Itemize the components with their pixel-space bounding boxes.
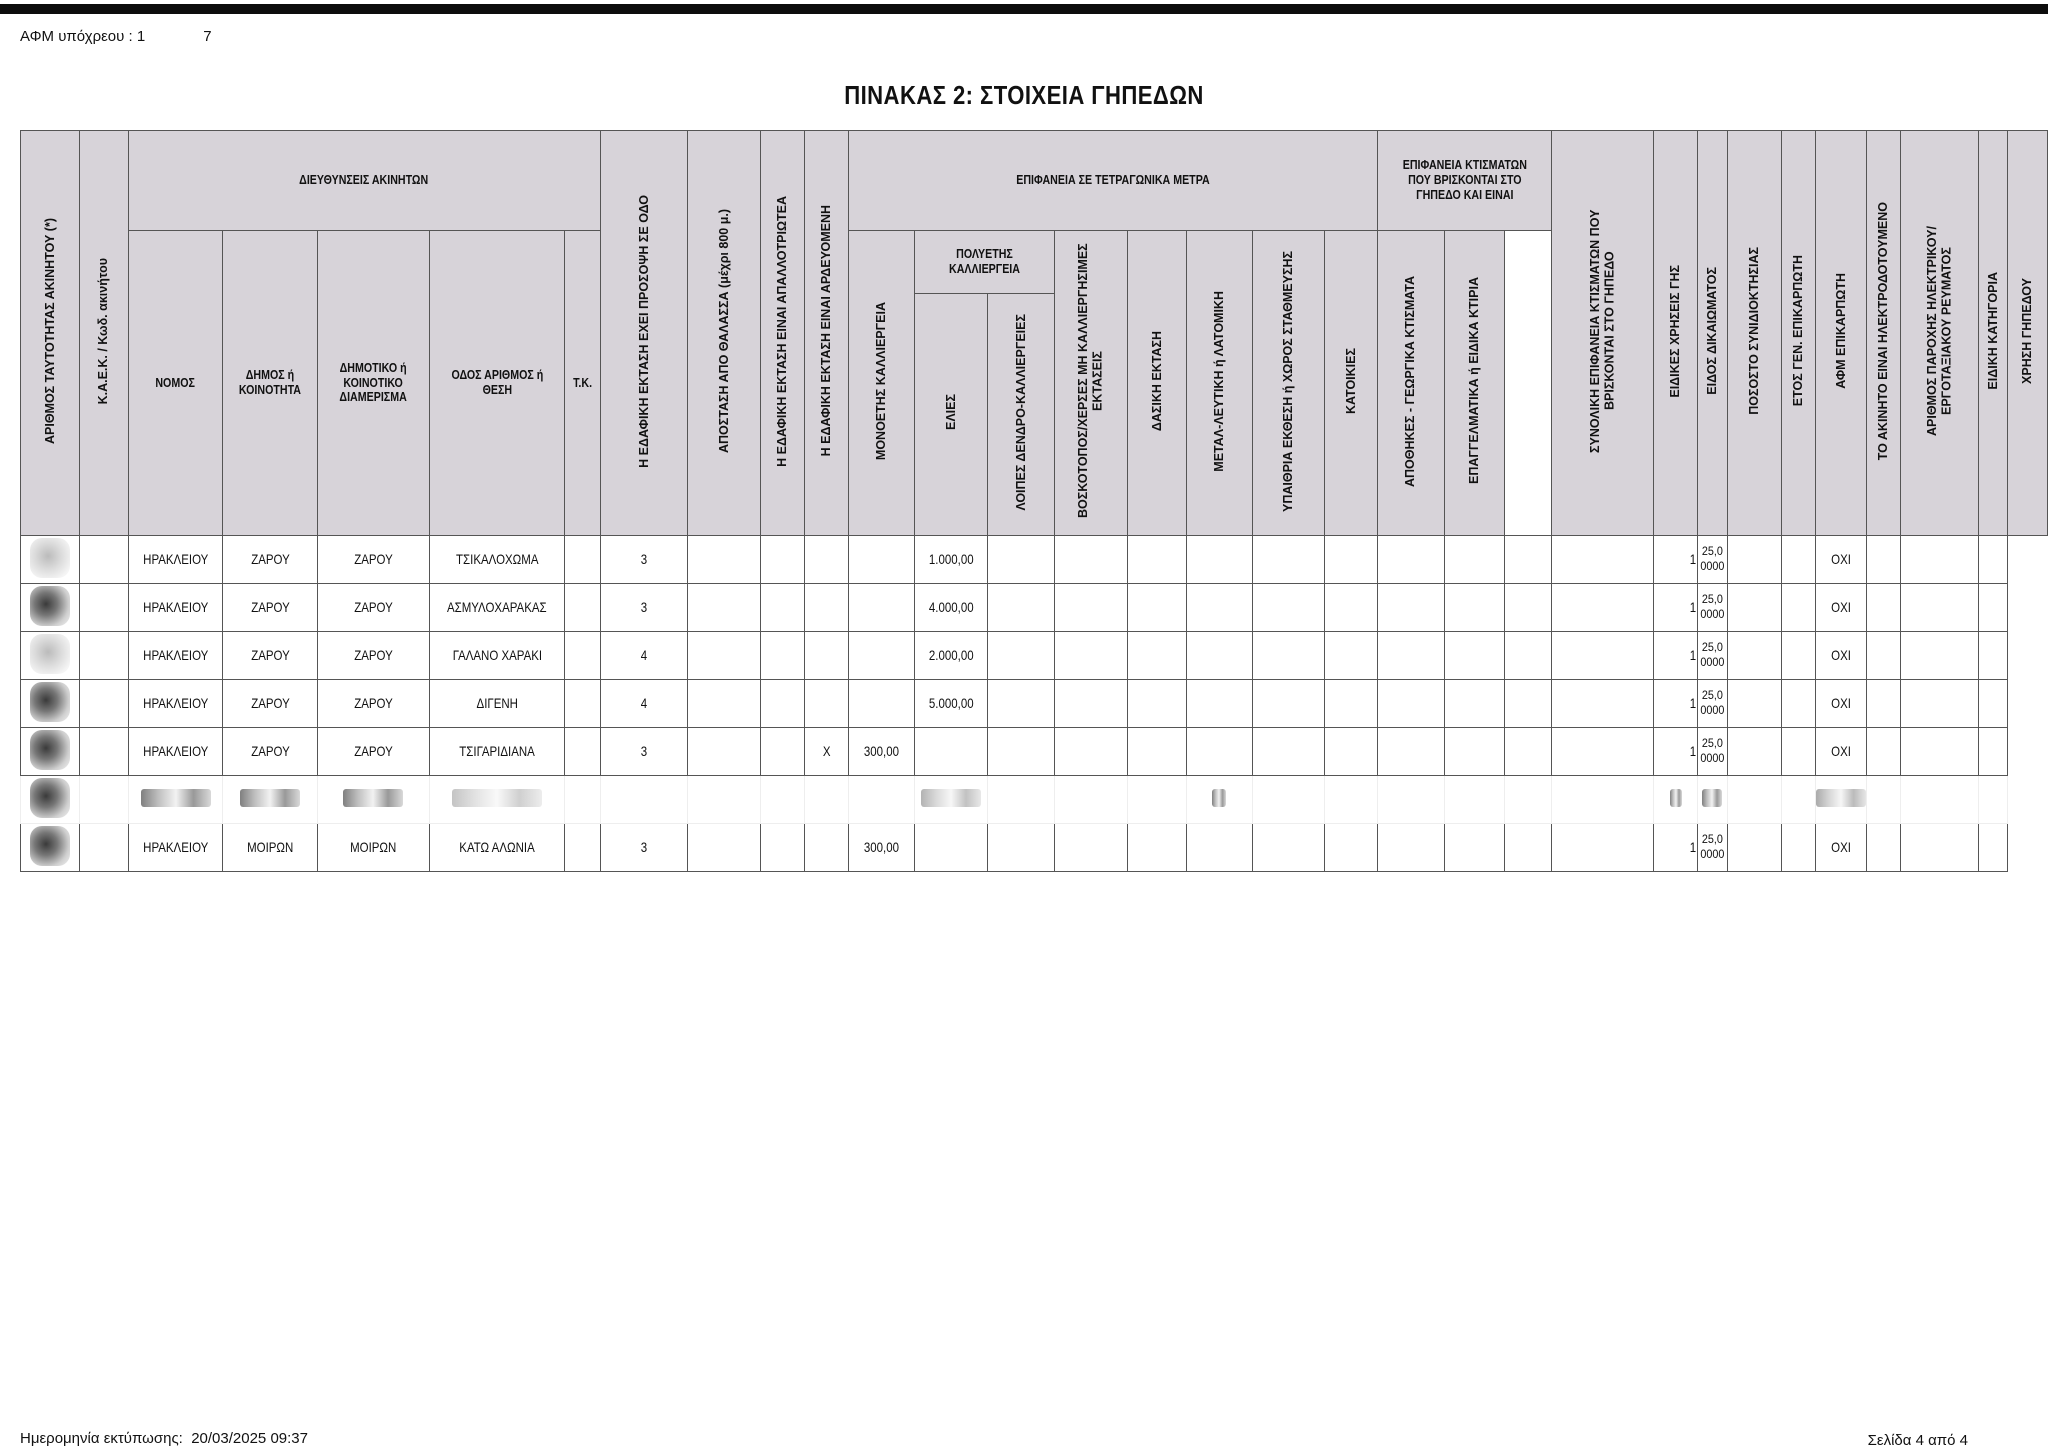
col-power-supply: ΑΡΙΘΜΟΣ ΠΑΡΟΧΗΣ ΗΛΕΚΤΡΙΚΟΥ/ΕΡΓΟΤΑΞΙΑΚΟΥ ΡΕΥΜΑΤΟΣ — [1900, 131, 1978, 536]
col-olives: ΕΛΙΕΣ — [914, 293, 987, 535]
table-row: ΗΡΑΚΛΕΙΟΥ ΖΑΡΟΥ ΖΑΡΟΥ ΤΣΙΚΑΛΟΧΩΜΑ 3 1.000,00 1 25,0 0000 ΟΧΙ — [21, 535, 2048, 583]
redacted-id-image — [30, 682, 70, 722]
col-professional: ΕΠΑΓΓΕΛΜΑΤΙΚΑ ή ΕΙΔΙΚΑ ΚΤΙΡΙΑ — [1444, 231, 1504, 536]
redaction-mask — [145, 30, 203, 44]
page-title: ΠΙΝΑΚΑΣ 2: ΣΤΟΙΧΕΙΑ ΓΗΠΕΔΩΝ — [844, 80, 1204, 110]
redacted-id-image — [30, 778, 70, 818]
table-row: ΗΡΑΚΛΕΙΟΥ ΖΑΡΟΥ ΖΑΡΟΥ ΔΙΓΕΝΗ 4 5.000,00 1 25,0 0000 ΟΧΙ — [21, 679, 2048, 727]
group-area-header: ΕΠΙΦΑΝΕΙΑ ΣΕ ΤΕΤΡΑΓΩΝΙΚΑ ΜΕΤΡΑ — [849, 131, 1378, 231]
group-address-header: ΔΙΕΥΘΥΝΣΕΙΣ ΑΚΙΝΗΤΩΝ — [128, 131, 600, 231]
col-total-buildings: ΣΥΝΟΛΙΚΗ ΕΠΙΦΑΝΕΙΑ ΚΤΙΣΜΑΤΩΝ ΠΟΥ ΒΡΙΣΚΟΝΤΑΙ ΣΤΟ ΓΗΠΕΔΟ — [1552, 131, 1654, 536]
table-row: ΗΡΑΚΛΕΙΟΥ ΖΑΡΟΥ ΖΑΡΟΥ ΑΣΜΥΛΟΧΑΡΑΚΑΣ 3 4.000,00 1 25,0 0000 ΟΧΙ — [21, 583, 2048, 631]
col-dimos: ΔΗΜΟΣ ή ΚΟΙΝΟΤΗΤΑ — [223, 231, 318, 536]
redacted-id-image — [30, 730, 70, 770]
col-nomos: ΝΟΜΟΣ — [128, 231, 223, 536]
col-tk: Τ.Κ. — [565, 231, 600, 536]
col-pasture: ΒΟΣΚΟΤΟΠΟΣ/ΧΕΡΣΕΣ ΜΗ ΚΑΛΛΙΕΡΓΗΣΙΜΕΣ ΕΚΤΑΣΕΙΣ — [1054, 231, 1127, 536]
col-frontage: Η ΕΔΑΦΙΚΗ ΕΚΤΑΣΗ ΕΧΕΙ ΠΡΟΣΟΨΗ ΣΕ ΟΔΟ — [600, 131, 687, 536]
col-id: ΑΡΙΘΜΟΣ ΤΑΥΤΟΤΗΤΑΣ ΑΚΙΝΗΤΟΥ (*) — [21, 131, 80, 536]
col-annual-crop: ΜΟΝΟΕΤΗΣ ΚΑΛΛΙΕΡΓΕΙΑ — [849, 231, 915, 536]
table-row-redacted — [21, 775, 2048, 823]
taxpayer-afm: ΑΦΜ υπόχρεου : 1 7 — [20, 28, 212, 45]
col-kaek: Κ.Α.Ε.Κ. / Κωδ. ακινήτου — [79, 131, 128, 536]
redacted-id-image — [30, 538, 70, 578]
col-electrified: ΤΟ ΑΚΙΝΗΤΟ ΕΙΝΑΙ ΗΛΕΚΤΡΟΔΟΤΟΥΜΕΝΟ — [1866, 131, 1900, 536]
table-row: ΗΡΑΚΛΕΙΟΥ ΖΑΡΟΥ ΖΑΡΟΥ ΓΑΛΑΝΟ ΧΑΡΑΚΙ 4 2.000,00 1 25,0 0000 ΟΧΙ — [21, 631, 2048, 679]
col-open-air: ΥΠΑΙΘΡΙΑ ΕΚΘΕΣΗ ή ΧΩΡΟΣ ΣΤΑΘΜΕΥΣΗΣ — [1253, 231, 1325, 536]
col-other-trees: ΛΟΙΠΕΣ ΔΕΝΔΡΟ-ΚΑΛΛΙΕΡΓΕΙΕΣ — [988, 293, 1055, 535]
col-forest: ΔΑΣΙΚΗ ΕΚΤΑΣΗ — [1127, 231, 1186, 536]
redacted-id-image — [30, 586, 70, 626]
top-border — [0, 4, 2048, 14]
table-row: ΗΡΑΚΛΕΙΟΥ ΖΑΡΟΥ ΖΑΡΟΥ ΤΣΙΓΑΡΙΔΙΑΝΑ 3 X 300,00 1 25,0 0000 ΟΧΙ — [21, 727, 2048, 775]
col-distance-sea: ΑΠΟΣΤΑΣΗ ΑΠΟ ΘΑΛΑΣΣΑ (μέχρι 800 μ.) — [687, 131, 760, 536]
col-diamerisma: ΔΗΜΟΤΙΚΟ ή ΚΟΙΝΟΤΙΚΟ ΔΙΑΜΕΡΙΣΜΑ — [318, 231, 429, 536]
group-buildings-header: ΕΠΙΦΑΝΕΙΑ ΚΤΙΣΜΑΤΩΝ ΠΟΥ ΒΡΙΣΚΟΝΤΑΙ ΣΤΟ ΓΗΠΕΔΟ ΚΑΙ ΕΙΝΑΙ — [1377, 131, 1552, 231]
plots-table — [20, 130, 2048, 872]
group-perennial-header: ΠΟΛΥΕΤΗΣ ΚΑΛΛΙΕΡΓΕΙΑ — [914, 231, 1054, 294]
redacted-id-image — [30, 634, 70, 674]
col-right-type: ΕΙΔΟΣ ΔΙΚΑΙΩΜΑΤΟΣ — [1698, 131, 1728, 536]
col-share: ΠΟΣΟΣΤΟ ΣΥΝΙΔΙΟΚΤΗΣΙΑΣ — [1727, 131, 1781, 536]
table-row: ΗΡΑΚΛΕΙΟΥ ΜΟΙΡΩΝ ΜΟΙΡΩΝ ΚΑΤΩ ΑΛΩΝΙΑ 3 300,00 1 25,0 0000 ΟΧΙ — [21, 823, 2048, 871]
col-homes: ΚΑΤΟΙΚΙΕΣ — [1324, 231, 1377, 536]
col-mines: ΜΕΤΑΛ-ΛΕΥΤΙΚΗ ή ΛΑΤΟΜΙΚΗ — [1186, 231, 1252, 536]
print-date: Ημερομηνία εκτύπωσης: 20/03/2025 09:37 — [20, 1430, 308, 1447]
col-storage: ΑΠΟΘΗΚΕΣ - ΓΕΩΡΓΙΚΑ ΚΤΙΣΜΑΤΑ — [1377, 231, 1444, 536]
col-expropriated: Η ΕΔΑΦΙΚΗ ΕΚΤΑΣΗ ΕΙΝΑΙ ΑΠΑΛΛΟΤΡΙΩΤΕΑ — [760, 131, 804, 536]
col-usufruct-afm: ΑΦΜ ΕΠΙΚΑΡΠΩΤΗ — [1815, 131, 1866, 536]
page-number: Σελίδα 4 από 4 — [1867, 1432, 1968, 1449]
col-plot-use: ΧΡΗΣΗ ΓΗΠΕΔΟΥ — [2008, 131, 2048, 536]
col-odos: ΟΔΟΣ ΑΡΙΘΜΟΣ ή ΘΕΣΗ — [429, 231, 565, 536]
redacted-id-image — [30, 826, 70, 866]
col-usufruct-year: ΕΤΟΣ ΓΕΝ. ΕΠΙΚΑΡΠΩΤΗ — [1781, 131, 1815, 536]
col-special-category: ΕΙΔΙΚΗ ΚΑΤΗΓΟΡΙΑ — [1978, 131, 2008, 536]
col-special-use: ΕΙΔΙΚΕΣ ΧΡΗΣΕΙΣ ΓΗΣ — [1653, 131, 1697, 536]
col-irrigated: Η ΕΔΑΦΙΚΗ ΕΚΤΑΣΗ ΕΙΝΑΙ ΑΡΔΕΥΟΜΕΝΗ — [804, 131, 848, 536]
